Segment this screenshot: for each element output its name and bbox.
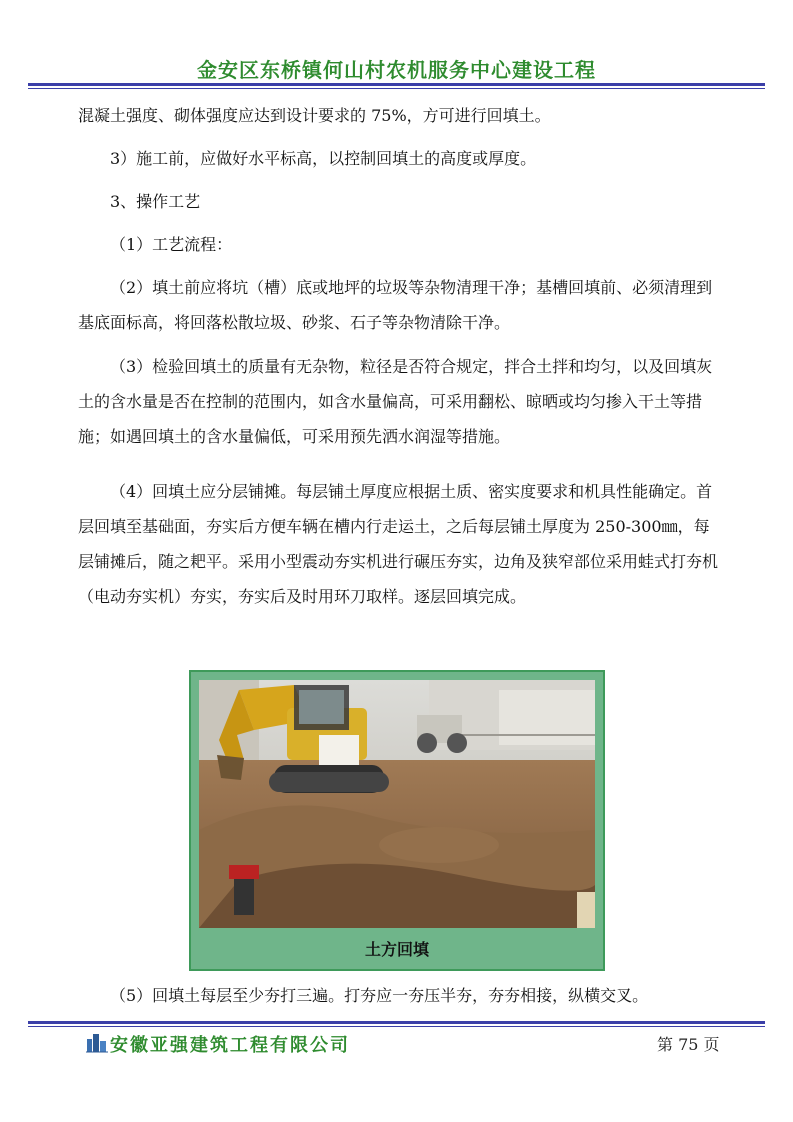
paragraph-cleanup: （2）填土前应将坑（槽）底或地坪的垃圾等杂物清理干净；基槽回填前、必须清理到基底面标高，将回落松散垃圾、砂浆、石子等杂物清除干净。 <box>78 278 713 332</box>
header-rule-thick <box>28 83 765 86</box>
header-rule-thin <box>28 88 765 89</box>
section-heading-process: 3、操作工艺 <box>110 192 201 211</box>
paragraph-flow: （1）工艺流程： <box>110 235 233 254</box>
page-header-title: 金安区东桥镇何山村农机服务中心建设工程 <box>197 58 596 82</box>
construction-site-illustration <box>199 680 595 928</box>
excavator-photo <box>199 680 595 928</box>
paragraph-elevation: 3）施工前，应做好水平标高，以控制回填土的高度或厚度。 <box>110 149 537 168</box>
page-number: 第 75 页 <box>657 1035 720 1054</box>
footer-rule-thick <box>28 1021 765 1024</box>
footer-rule-thin <box>28 1026 765 1027</box>
figure-frame <box>189 670 605 971</box>
paragraph-tamping: （5）回填土每层至少夯打三遍。打夯应一夯压半夯，夯夯相接，纵横交叉。 <box>110 986 649 1005</box>
footer-company-name: 安徽亚强建筑工程有限公司 <box>110 1035 350 1056</box>
figure-caption: 土方回填 <box>364 940 429 959</box>
paragraph-strength: 混凝土强度、砌体强度应达到设计要求的 75%，方可进行回填土。 <box>78 106 551 125</box>
paragraph-inspection: （3）检验回填土的质量有无杂物，粒径是否符合规定，拌合土拌和均匀，以及回填灰土的含水量是否在控制的范围内，如含水量偏高，可采用翻松、晾晒或均匀掺入干土等措施；如遇回填土的含水量偏低，可采用预先洒水润湿等措施。 <box>78 357 713 446</box>
building-logo-icon <box>86 1031 108 1053</box>
paragraph-layering: （4）回填土应分层铺摊。每层铺土厚度应根据土质、密实度要求和机具性能确定。首层回填至基础面，夯实后方便车辆在槽内行走运土，之后每层铺土厚度为 250-300㎜，每层铺摊后，随之耙平。采用小型震动夯实机进行碾压夯实，边角及狭窄部位采用蛙式打夯机（电动夯实机）夯实，夯实后及时用环刀取样。逐层回填完成。 <box>78 482 719 606</box>
